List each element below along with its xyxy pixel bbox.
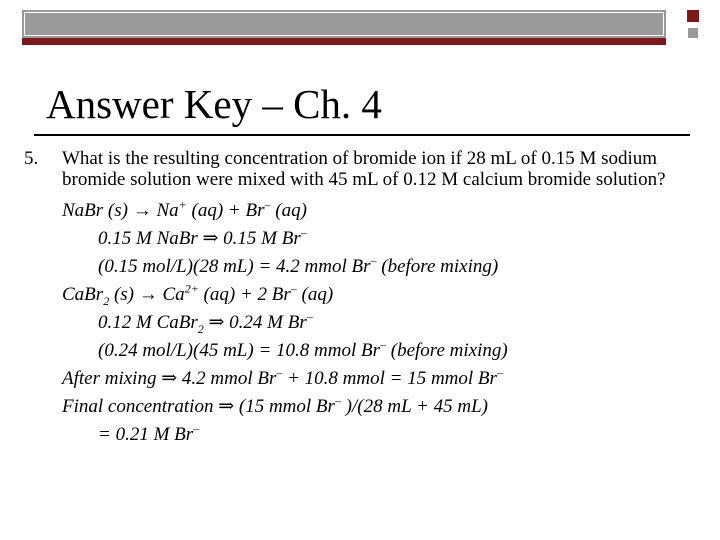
nabr-mmol: (0.15 mol/L)(28 mL) = 4.2 mmol Br– (before mixing) — [98, 253, 499, 277]
slide-content — [24, 148, 704, 449]
question-text: What is the resulting concentration of bromide ion if 28 mL of 0.15 M sodium bromide solution were mixed with 45 mL of 0.12 M calcium bromide solution? — [62, 148, 666, 190]
right-arrow-icon: → — [132, 200, 152, 221]
header-bar-inner — [24, 12, 664, 36]
final-concentration: Final concentration ⇒ (15 mmol Br– )/(28 mL + 45 mL) — [62, 393, 488, 417]
after-mixing: After mixing ⇒ 4.2 mmol Br– + 10.8 mmol = 15 mmol Br– — [62, 365, 503, 389]
cabr2-dissociation: CaBr$_2$ $(s) \to Ca^{2+}$ (aq) + 2 Br– (aq) — [62, 281, 334, 308]
header-bar — [22, 10, 666, 45]
question — [24, 148, 704, 190]
final-result: = 0.21 M Br– — [98, 421, 200, 445]
nabr-dissociation: NaBr (s) → Na+ (aq) + Br– (aq) — [62, 197, 307, 221]
slide-title: Answer Key – Ch. 4 — [46, 81, 382, 127]
right-arrow-icon: → — [138, 284, 158, 305]
title-rule — [34, 134, 690, 136]
corner-square-grey — [687, 27, 699, 39]
corner-square-red — [687, 10, 699, 22]
nabr-concentration: 0.15 M NaBr ⇒ 0.15 M Br– — [98, 225, 307, 249]
cabr2-mmol: (0.24 mol/L)(45 mL) = 10.8 mmol Br– (before mixing) — [98, 337, 508, 361]
cabr2-concentration: 0.12 M CaBr$_2$ ⇒ 0.24 M Br– — [98, 309, 313, 336]
question-number: 5. — [24, 148, 39, 169]
